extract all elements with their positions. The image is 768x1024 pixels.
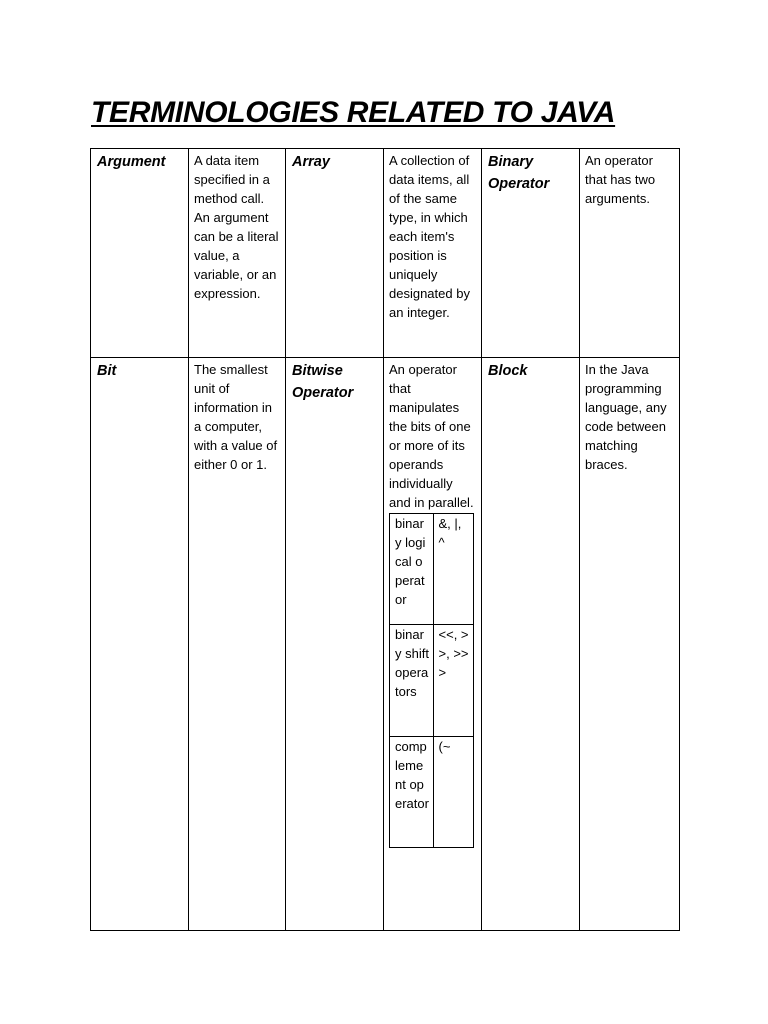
definition-binary-operator: An operator that has two arguments. — [580, 149, 680, 358]
operator-name: complement operator — [390, 737, 434, 848]
operator-symbols: (~ — [433, 737, 473, 848]
definition-argument: A data item specified in a method call. An argument can be a literal value, a variable, or an expression. — [189, 149, 286, 358]
term-binary-operator: Binary Operator — [482, 149, 580, 358]
operator-symbols: &, |, ^ — [433, 514, 473, 625]
definition-block: In the Java programming language, any code between matching braces. — [580, 358, 680, 931]
term-bitwise-operator: Bitwise Operator — [286, 358, 384, 931]
terminology-table — [90, 148, 680, 931]
operator-name: binary logical operator — [390, 514, 434, 625]
definition-bit: The smallest unit of information in a computer, with a value of either 0 or 1. — [189, 358, 286, 931]
term-array: Array — [286, 149, 384, 358]
table-row — [390, 737, 474, 848]
table-row — [91, 358, 680, 931]
page-title: TERMINOLOGIES RELATED TO JAVA — [91, 96, 616, 129]
bitwise-operators-table — [389, 513, 474, 848]
operator-name: binary shift operators — [390, 625, 434, 737]
definition-bitwise-operator-cell — [384, 358, 482, 931]
table-row — [91, 149, 680, 358]
definition-array: A collection of data items, all of the same type, in which each item's position is uniquely designated by an integer. — [384, 149, 482, 358]
operator-symbols: <<, >>, >>> — [433, 625, 473, 737]
definition-bitwise-operator: An operator that manipulates the bits of one or more of its operands individually and in parallel. — [389, 362, 474, 510]
term-block: Block — [482, 358, 580, 931]
term-argument: Argument — [91, 149, 189, 358]
table-row — [390, 514, 474, 625]
term-bit: Bit — [91, 358, 189, 931]
table-row — [390, 625, 474, 737]
